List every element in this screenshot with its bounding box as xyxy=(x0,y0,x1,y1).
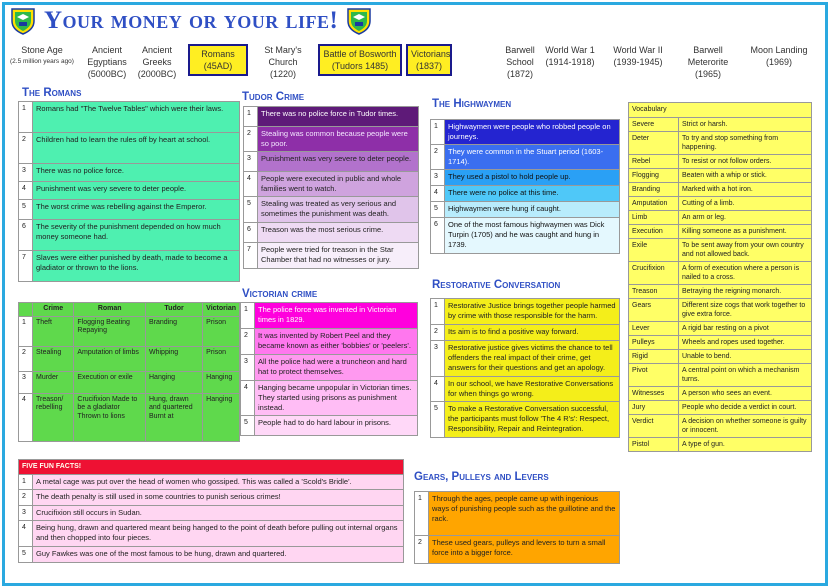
romans-table xyxy=(18,101,240,282)
row-number: 7 xyxy=(244,243,258,269)
timeline-item xyxy=(188,44,248,76)
highwaymen-row xyxy=(431,120,620,145)
row-number: 2 xyxy=(19,346,33,371)
row-text: In our school, we have Restorative Conversations for when things go wrong. xyxy=(445,377,620,402)
vocabulary-row xyxy=(629,262,812,285)
gears-heading: Gears, Pulleys and Levers xyxy=(414,471,549,483)
tudor-row xyxy=(244,223,419,243)
row-number: 1 xyxy=(241,303,255,329)
vocabulary-definition: Different size cogs that work together to give extra force. xyxy=(679,299,812,322)
row-number: 5 xyxy=(431,202,445,218)
romans-row xyxy=(19,220,240,251)
row-number: 2 xyxy=(431,325,445,341)
tudor-table xyxy=(243,106,419,269)
vocabulary-term: Lever xyxy=(629,322,679,336)
vocabulary-definition: A central point on which a mechanism turns. xyxy=(679,364,812,387)
restorative-row xyxy=(431,325,620,341)
crime-table-cell: Crucifixion Made to be a gladiator Thrown to lions xyxy=(74,393,146,441)
victorian-row xyxy=(241,416,418,436)
tudor-row xyxy=(244,127,419,152)
highwaymen-row xyxy=(431,170,620,186)
vocabulary-term: Verdict xyxy=(629,415,679,438)
row-number: 2 xyxy=(241,329,255,355)
vocabulary-term: Crucifixion xyxy=(629,262,679,285)
vocabulary-term: Witnesses xyxy=(629,387,679,401)
vocabulary-term: Exile xyxy=(629,239,679,262)
vocabulary-row xyxy=(629,197,812,211)
row-number: 1 xyxy=(19,475,33,490)
timeline-item-date: (1965) xyxy=(694,69,721,79)
row-text: All the police had were a truncheon and hard hat to protect themselves. xyxy=(255,355,418,381)
tudor-row xyxy=(244,152,419,172)
crime-table-cell: Murder xyxy=(33,371,74,393)
crime-table-header: Tudor xyxy=(146,303,203,317)
crime-table-row xyxy=(19,346,240,371)
vocabulary-row xyxy=(629,322,812,336)
highwaymen-row xyxy=(431,202,620,218)
crime-table-cell: Flogging Beating Repaying xyxy=(74,316,146,346)
row-number: 5 xyxy=(19,547,33,563)
crime-table-cell: Branding xyxy=(146,316,203,346)
romans-row xyxy=(19,164,240,182)
romans-row xyxy=(19,133,240,164)
row-number: 1 xyxy=(19,316,33,346)
highwaymen-row xyxy=(431,186,620,202)
timeline-item-date: (2000BC) xyxy=(137,69,177,79)
vocabulary-definition: Unable to bend. xyxy=(679,350,812,364)
row-text: Restorative justice gives victims the chance to tell offenders the real impact of their crime, get answers for their questions and get an apology. xyxy=(445,341,620,377)
row-number: 1 xyxy=(244,107,258,127)
timeline-item xyxy=(78,44,136,80)
crime-table-cell: Theft xyxy=(33,316,74,346)
crime-table-cell: Prison xyxy=(203,316,240,346)
timeline-item-date: (1872) xyxy=(506,69,533,79)
school-crest-icon xyxy=(10,7,36,35)
row-number: 1 xyxy=(415,492,429,536)
row-text: One of the most famous highwaymen was Dick Turpin (1705) and he was caught and hung in 1739. xyxy=(445,218,620,254)
vocabulary-definition: A type of gun. xyxy=(679,438,812,452)
vocabulary-term: Pulleys xyxy=(629,336,679,350)
row-number: 3 xyxy=(19,371,33,393)
row-number: 4 xyxy=(244,172,258,197)
timeline-item-date: (Tudors 1485) xyxy=(331,61,389,71)
gears-row xyxy=(415,536,620,564)
row-text: People were tried for treason in the Star Chamber that had no witnesses or jury. xyxy=(258,243,419,269)
tudor-row xyxy=(244,172,419,197)
romans-row xyxy=(19,200,240,220)
row-text: It was invented by Robert Peel and they became known as either 'bobbies' or 'peelers'. xyxy=(255,329,418,355)
vocabulary-term: Rigid xyxy=(629,350,679,364)
vocabulary-table xyxy=(628,102,812,452)
gears-row xyxy=(415,492,620,536)
row-text: The death penalty is still used in some countries to punish serious crimes! xyxy=(33,490,404,506)
crime-table-header: Victorian xyxy=(203,303,240,317)
vocabulary-term: Pivot xyxy=(629,364,679,387)
victorian-heading: Victorian crime xyxy=(242,288,318,300)
row-text: They were common in the Stuart period (1603-1714). xyxy=(445,145,620,170)
restorative-row xyxy=(431,299,620,325)
row-number: 2 xyxy=(415,536,429,564)
row-text: The worst crime was rebelling against the Emperor. xyxy=(33,200,240,220)
vocabulary-definition: An arm or leg. xyxy=(679,211,812,225)
tudor-row xyxy=(244,243,419,269)
row-number: 3 xyxy=(431,341,445,377)
crime-table-header: Roman xyxy=(74,303,146,317)
timeline-item xyxy=(131,44,183,80)
row-number: 2 xyxy=(431,145,445,170)
vocabulary-row xyxy=(629,285,812,299)
timeline-item xyxy=(256,44,310,80)
crime-table-cell: Hanging xyxy=(146,371,203,393)
timeline-item-label: Barwell School xyxy=(505,45,535,67)
row-number: 3 xyxy=(241,355,255,381)
timeline-item-label: St Mary's Church xyxy=(264,45,302,67)
timeline-item-date: (45AD) xyxy=(203,61,233,71)
timeline-item-label: Battle of Bosworth xyxy=(323,49,397,59)
row-number: 1 xyxy=(19,102,33,133)
vocabulary-definition: Betraying the reigning monarch. xyxy=(679,285,812,299)
row-number: 3 xyxy=(19,506,33,521)
row-text: Guy Fawkes was one of the most famous to be hung, drawn and quartered. xyxy=(33,547,404,563)
row-text: Being hung, drawn and quartered meant being hanged to the point of death before pulling out internal organs and then chopped into four pieces. xyxy=(33,521,404,547)
row-text: There was no police force. xyxy=(33,164,240,182)
timeline-item-label: Romans xyxy=(201,49,235,59)
row-number: 2 xyxy=(244,127,258,152)
timeline-item xyxy=(318,44,402,76)
row-text: Stealing was common because people were so poor. xyxy=(258,127,419,152)
restorative-table xyxy=(430,298,620,438)
romans-row xyxy=(19,251,240,282)
highwaymen-table xyxy=(430,119,620,254)
school-crest-icon xyxy=(346,7,372,35)
row-text: Punishment was very severe to deter people. xyxy=(258,152,419,172)
row-text: Highwaymen were people who robbed people on journeys. xyxy=(445,120,620,145)
highwaymen-row xyxy=(431,145,620,170)
vocabulary-definition: A person who sees an event. xyxy=(679,387,812,401)
row-number: 1 xyxy=(431,299,445,325)
row-number: 6 xyxy=(244,223,258,243)
crime-table-cell: Prison xyxy=(203,346,240,371)
row-number: 5 xyxy=(244,197,258,223)
vocabulary-row xyxy=(629,211,812,225)
row-text: Crucifixion still occurs in Sudan. xyxy=(33,506,404,521)
row-number: 5 xyxy=(19,200,33,220)
vocabulary-definition: Cutting of a limb. xyxy=(679,197,812,211)
romans-row xyxy=(19,182,240,200)
crime-table-cell: Stealing xyxy=(33,346,74,371)
timeline-item-date: (1969) xyxy=(765,57,792,67)
timeline-item-date: (1939-1945) xyxy=(613,57,663,67)
timeline-item-label: World War 1 xyxy=(545,45,595,55)
timeline-item-label: World War II xyxy=(613,45,663,55)
restorative-row xyxy=(431,341,620,377)
vocabulary-definition: Killing someone as a punishment. xyxy=(679,225,812,239)
timeline-item xyxy=(406,44,452,76)
row-text: Punishment was very severe to deter people. xyxy=(33,182,240,200)
vocabulary-definition: People who decide a verdict in court. xyxy=(679,401,812,415)
vocabulary-row xyxy=(629,364,812,387)
vocabulary-row xyxy=(629,225,812,239)
row-number: 5 xyxy=(241,416,255,436)
row-text: To make a Restorative Conversation successful, the participants must follow 'The 4 R's': Respect, Responsibility, Repair and Reintegration. xyxy=(445,402,620,438)
row-text: Its aim is to find a positive way forward. xyxy=(445,325,620,341)
row-number: 3 xyxy=(431,170,445,186)
row-text: Stealing was treated as very serious and sometimes the punishment was death. xyxy=(258,197,419,223)
timeline-item-label: Stone Age xyxy=(21,45,63,55)
fun-fact-row xyxy=(19,521,404,547)
vocabulary-heading: Vocabulary xyxy=(629,103,812,118)
timeline-item-date: (5000BC) xyxy=(87,69,127,79)
tudor-row xyxy=(244,107,419,127)
timeline-item-date: (2.5 million years ago) xyxy=(10,58,74,65)
vocabulary-term: Jury xyxy=(629,401,679,415)
vocabulary-row xyxy=(629,336,812,350)
timeline-item-label: Moon Landing xyxy=(750,45,808,55)
vocabulary-definition: Strict or harsh. xyxy=(679,118,812,132)
vocabulary-term: Amputation xyxy=(629,197,679,211)
row-text: Highwaymen were hung if caught. xyxy=(445,202,620,218)
row-text: A metal cage was put over the head of women who gossiped. This was called a 'Scold's Bridle'. xyxy=(33,475,404,490)
row-number: 4 xyxy=(19,521,33,547)
timeline-item xyxy=(678,44,738,80)
vocabulary-term: Execution xyxy=(629,225,679,239)
row-text: They used a pistol to hold people up. xyxy=(445,170,620,186)
romans-heading: The Romans xyxy=(22,87,82,99)
timeline-item-label: Victorians xyxy=(411,49,451,59)
vocabulary-term: Deter xyxy=(629,132,679,155)
row-number: 4 xyxy=(431,377,445,402)
row-number: 4 xyxy=(241,381,255,416)
vocabulary-row xyxy=(629,132,812,155)
vocabulary-term: Severe xyxy=(629,118,679,132)
tudor-row xyxy=(244,197,419,223)
row-text: Through the ages, people came up with ingenious ways of punishing people such as the guillotine and the rack. xyxy=(429,492,620,536)
row-number: 4 xyxy=(19,182,33,200)
victorian-row xyxy=(241,381,418,416)
crime-table-cell: Hung, drawn and quartered Burnt at xyxy=(146,393,203,441)
vocabulary-row xyxy=(629,118,812,132)
vocabulary-term: Branding xyxy=(629,183,679,197)
vocabulary-row xyxy=(629,387,812,401)
row-text: Romans had "The Twelve Tables" which were their laws. xyxy=(33,102,240,133)
tudor-heading: Tudor Crime xyxy=(242,91,305,103)
vocabulary-row xyxy=(629,299,812,322)
crime-table-cell: Treason/ rebelling xyxy=(33,393,74,441)
timeline-item-date: (1837) xyxy=(415,61,442,71)
row-text: Slaves were either punished by death, made to become a gladiator or thrown to the lions. xyxy=(33,251,240,282)
vocabulary-row xyxy=(629,438,812,452)
crime-table-cell: Hanging xyxy=(203,371,240,393)
victorian-row xyxy=(241,355,418,381)
fun-fact-row xyxy=(19,547,404,563)
row-number: 3 xyxy=(19,164,33,182)
vocabulary-definition: A decision on whether someone is guilty or innocent. xyxy=(679,415,812,438)
vocabulary-definition: Wheels and ropes used together. xyxy=(679,336,812,350)
timeline xyxy=(8,44,824,90)
victorian-row xyxy=(241,329,418,355)
vocabulary-row xyxy=(629,169,812,183)
row-number: 5 xyxy=(431,402,445,438)
timeline-item-label: Barwell Meterorite xyxy=(687,45,729,67)
timeline-item xyxy=(605,44,671,68)
crime-table-cell: Amputation of limbs xyxy=(74,346,146,371)
row-number: 4 xyxy=(431,186,445,202)
crime-table-cell: Hanging xyxy=(203,393,240,441)
timeline-item xyxy=(8,44,76,68)
vocabulary-row xyxy=(629,350,812,364)
vocabulary-row xyxy=(629,401,812,415)
crime-punishment-table xyxy=(18,302,240,442)
vocabulary-definition: To resist or not follow orders. xyxy=(679,155,812,169)
crime-table-corner xyxy=(19,303,33,317)
title-row xyxy=(10,6,372,36)
restorative-row xyxy=(431,377,620,402)
crime-table-row xyxy=(19,316,240,346)
crime-table-header: Crime xyxy=(33,303,74,317)
victorian-row xyxy=(241,303,418,329)
highwaymen-heading: The Highwaymen xyxy=(432,98,512,110)
row-text: There were no police at this time. xyxy=(445,186,620,202)
timeline-item-label: Ancient Greeks xyxy=(141,45,173,67)
vocabulary-definition: Beaten with a whip or stick. xyxy=(679,169,812,183)
vocabulary-term: Pistol xyxy=(629,438,679,452)
timeline-item xyxy=(743,44,815,68)
vocabulary-row xyxy=(629,239,812,262)
row-text: People were executed in public and whole families went to watch. xyxy=(258,172,419,197)
crime-table-row xyxy=(19,393,240,441)
vocabulary-definition: Marked with a hot iron. xyxy=(679,183,812,197)
row-text: Hanging became unpopular in Victorian times. They started using prisons as punishment instead. xyxy=(255,381,418,416)
row-text: The police force was invented in Victorian times in 1829. xyxy=(255,303,418,329)
row-number: 2 xyxy=(19,490,33,506)
vocabulary-definition: To be sent away from your own country and not allowed back. xyxy=(679,239,812,262)
row-text: These used gears, pulleys and levers to turn a small force into a bigger force. xyxy=(429,536,620,564)
vocabulary-term: Gears xyxy=(629,299,679,322)
vocabulary-row xyxy=(629,155,812,169)
row-number: 6 xyxy=(431,218,445,254)
vocabulary-definition: A rigid bar resting on a pivot xyxy=(679,322,812,336)
vocabulary-term: Flogging xyxy=(629,169,679,183)
timeline-item-label: Ancient Egyptians xyxy=(87,45,127,67)
vocabulary-row xyxy=(629,415,812,438)
gears-table xyxy=(414,491,620,564)
row-number: 4 xyxy=(19,393,33,441)
highwaymen-row xyxy=(431,218,620,254)
row-number: 6 xyxy=(19,220,33,251)
crime-table-cell: Execution or exile xyxy=(74,371,146,393)
timeline-item xyxy=(539,44,601,68)
page-title: Your money or your life! xyxy=(44,7,339,34)
fun-facts-heading: FIVE FUN FACTS! xyxy=(19,460,404,475)
restorative-row xyxy=(431,402,620,438)
row-number: 3 xyxy=(244,152,258,172)
restorative-heading: Restorative Conversation xyxy=(432,279,561,291)
fun-facts-table xyxy=(18,459,404,563)
romans-row xyxy=(19,102,240,133)
row-text: Restorative Justice brings together people harmed by crime with those responsible for the harm. xyxy=(445,299,620,325)
fun-fact-row xyxy=(19,475,404,490)
row-text: The severity of the punishment depended on how much money someone had. xyxy=(33,220,240,251)
victorian-table xyxy=(240,302,418,436)
vocabulary-definition: To try and stop something from happening. xyxy=(679,132,812,155)
row-number: 1 xyxy=(431,120,445,145)
vocabulary-definition: A form of execution where a person is nailed to a cross. xyxy=(679,262,812,285)
row-number: 2 xyxy=(19,133,33,164)
vocabulary-row xyxy=(629,183,812,197)
fun-fact-row xyxy=(19,490,404,506)
row-text: Treason was the most serious crime. xyxy=(258,223,419,243)
row-number: 7 xyxy=(19,251,33,282)
crime-table-cell: Whipping xyxy=(146,346,203,371)
vocabulary-term: Treason xyxy=(629,285,679,299)
timeline-item-date: (1914-1918) xyxy=(545,57,595,67)
row-text: Children had to learn the rules off by heart at school. xyxy=(33,133,240,164)
vocabulary-term: Limb xyxy=(629,211,679,225)
row-text: There was no police force in Tudor times. xyxy=(258,107,419,127)
fun-fact-row xyxy=(19,506,404,521)
vocabulary-term: Rebel xyxy=(629,155,679,169)
row-text: People had to do hard labour in prisons. xyxy=(255,416,418,436)
crime-table-row xyxy=(19,371,240,393)
timeline-item-date: (1220) xyxy=(269,69,296,79)
